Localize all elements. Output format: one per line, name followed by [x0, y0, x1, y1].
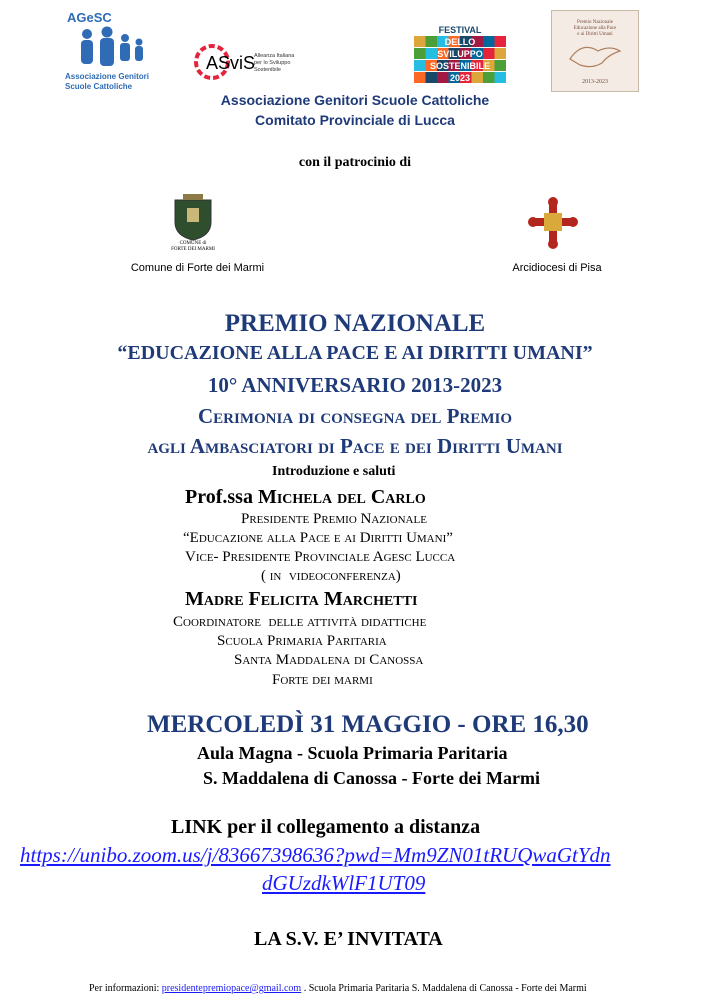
asvis-caption-3: Sostenibile — [254, 67, 281, 73]
event-venue-line-2: S. Maddalena di Canossa - Forte dei Marmi — [203, 768, 540, 788]
festival-color-block — [414, 60, 426, 71]
festival-color-block — [426, 36, 438, 47]
festival-color-block — [437, 72, 449, 83]
festival-color-block — [414, 36, 426, 47]
asvis-caption-1: Alleanza Italiana — [254, 53, 295, 59]
agesc-acronym: AGeSC — [67, 10, 112, 25]
pace-caption-1: Premio Nazionale — [577, 20, 613, 25]
zoom-link-line-1[interactable]: https://unibo.zoom.us/j/83667398636?pwd=Mm9ZN01tRUQwaGtYdn — [20, 843, 611, 867]
festival-color-block — [426, 48, 438, 59]
title-ambassadors: agli Ambasciatori di Pace e dei Diritti Umani — [147, 434, 563, 458]
patronage-label: con il patrocinio di — [298, 155, 412, 170]
festival-line-4: SOSTENIBILE — [429, 61, 491, 71]
festival-color-block — [483, 72, 495, 83]
festival-line-3: SVILUPPO — [437, 49, 483, 59]
festival-color-block — [495, 36, 507, 47]
agesc-logo — [65, 8, 155, 94]
festival-color-block — [414, 48, 426, 59]
festival-line-5: 2023 — [449, 73, 471, 83]
speaker2-role-2: Scuola Primaria Paritaria — [217, 633, 387, 649]
title-premio: PREMIO NAZIONALE — [224, 310, 486, 337]
festival-logo — [410, 22, 510, 84]
festival-color-block — [495, 60, 507, 71]
speaker1-role-2: “Educazione alla Pace e ai Diritti Umani” — [183, 530, 453, 546]
speaker2-role-1: Coordinatore delle attività didattiche — [173, 614, 427, 630]
invitation-text: LA S.V. E’ INVITATA — [254, 928, 443, 950]
title-anniversary: 10° ANNIVERSARIO 2013-2023 — [207, 373, 503, 397]
premio-pace-logo — [551, 10, 639, 92]
speaker1-surname: Michela del Carlo — [257, 486, 426, 508]
festival-color-block — [472, 72, 484, 83]
dove-icon — [570, 47, 620, 66]
speaker2-role-3: Santa Maddalena di Canossa — [234, 652, 424, 668]
arcidiocesi-pisa-emblem — [527, 196, 579, 250]
asvis-caption-2: per lo Sviluppo — [254, 60, 291, 66]
speaker2-role-4: Forte dei marmi — [272, 672, 373, 688]
speaker2-name: Madre Felicita Marchetti — [185, 588, 418, 610]
pace-caption-3: e ai Diritti Umani — [577, 32, 613, 37]
event-date: MERCOLEDÌ 31 MAGGIO - ORE 16,30 — [147, 711, 589, 738]
event-venue-line-1: Aula Magna - Scuola Primaria Paritaria — [197, 743, 508, 763]
crown-icon — [183, 194, 203, 200]
agesc-family-icon — [81, 27, 143, 67]
patron-comune-label: Comune di Forte dei Marmi — [130, 262, 265, 274]
title-ceremony: Cerimonia di consegna del Premio — [197, 404, 513, 428]
speaker1-prefix: Prof.ssa — [185, 486, 258, 508]
festival-line-2: DELLO — [444, 37, 476, 47]
festival-color-block — [483, 48, 495, 59]
footer-suffix: . Scuola Primaria Paritaria S. Maddalena di Canossa - Forte dei Marmi — [301, 983, 587, 994]
patron-arcidiocesi-label: Arcidiocesi di Pisa — [512, 262, 602, 274]
comune-forte-dei-marmi-emblem — [165, 192, 221, 252]
link-heading: LINK per il collegamento a distanza — [171, 816, 481, 838]
festival-color-block — [483, 36, 495, 47]
comune-caption-2: FORTE DEI MARMI — [171, 247, 215, 252]
footer-email-link[interactable]: presidentepremiopace@gmail.com — [161, 983, 302, 994]
zoom-link-line-2[interactable]: dGUzdkWlF1UT09 — [262, 871, 426, 895]
speaker1-name — [185, 486, 426, 509]
title-subtitle: “EDUCAZIONE ALLA PACE E AI DIRITTI UMANI” — [117, 342, 593, 364]
organization-committee: Comitato Provinciale di Lucca — [255, 112, 455, 128]
organization-name: Associazione Genitori Scuole Cattoliche — [220, 92, 490, 108]
festival-color-block — [495, 72, 507, 83]
festival-color-block — [414, 72, 426, 83]
festival-line-1: FESTIVAL — [438, 25, 482, 35]
footer-prefix: Per informazioni: — [89, 983, 162, 994]
footer-info — [89, 983, 587, 994]
agesc-caption-1: Associazione Genitori — [65, 72, 150, 81]
festival-color-block — [495, 48, 507, 59]
asvis-logo — [192, 40, 352, 84]
intro-label: Introduzione e saluti — [272, 464, 396, 479]
asvis-name: ASviS — [206, 53, 256, 73]
pace-years: 2013-2023 — [582, 79, 608, 85]
pace-caption-2: Educazione alla Pace — [573, 26, 617, 31]
festival-color-block — [426, 72, 438, 83]
speaker1-role-3: Vice- Presidente Provinciale Agesc Lucca — [185, 549, 456, 565]
agesc-caption-2: Scuole Cattoliche — [65, 82, 133, 91]
comune-caption-1: COMUNE di — [179, 241, 207, 246]
speaker1-role-1: Presidente Premio Nazionale — [241, 511, 427, 527]
speaker1-role-4: ( in videoconferenza) — [261, 568, 401, 584]
